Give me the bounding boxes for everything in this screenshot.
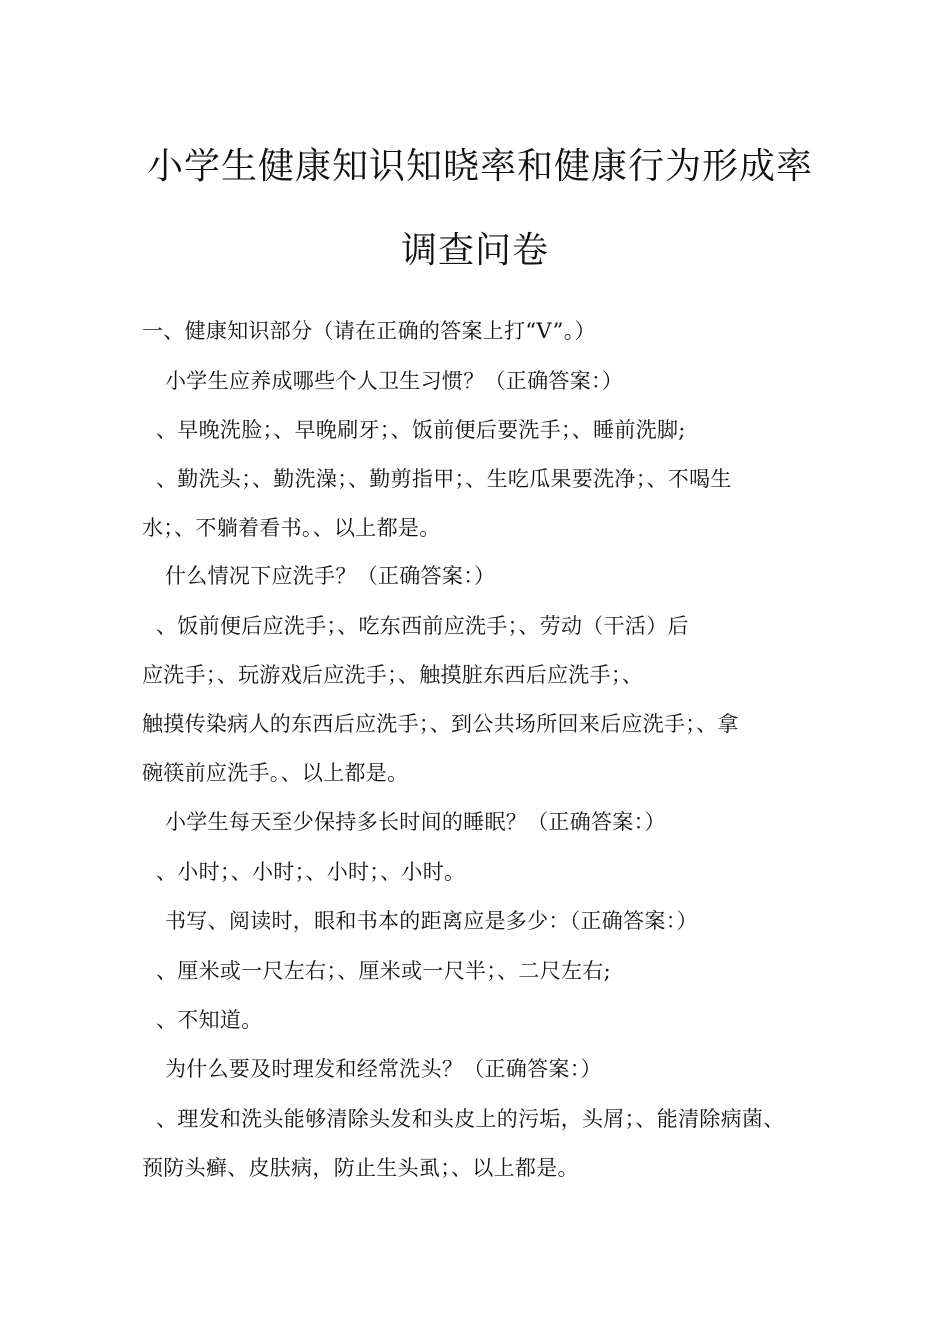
answer-line: 触摸传染病人的东西后应洗手；、到公共场所回来后应洗手；、拿 (142, 712, 739, 736)
answer-line: 、厘米或一尺左右；、厘米或一尺半；、二尺左右; (156, 959, 611, 983)
answer-line: 、理发和洗头能够清除头发和头皮上的污垢，头屑；、能清除病菌、 (156, 1107, 785, 1131)
answer-line: 、饭前便后应洗手；、吃东西前应洗手；、劳动（干活）后 (156, 614, 689, 638)
answer-line: 碗筷前应洗手。、以上都是。 (142, 761, 409, 785)
answer-line: 、勤洗头；、勤洗澡；、勤剪指甲；、生吃瓜果要洗净；、不喝生 (156, 467, 732, 491)
document-title-line-2: 调查问卷 (400, 230, 549, 271)
answer-line: 水；、不躺着看书。、以上都是。 (142, 516, 441, 540)
question-1: 小学生应养成哪些个人卫生习惯？（正确答案：） (165, 369, 624, 393)
question-5: 为什么要及时理发和经常洗头？（正确答案：） (165, 1057, 602, 1081)
answer-line: 、小时；、小时；、小时；、小时。 (156, 860, 466, 884)
answer-line: 、早晚洗脸；、早晚刷牙；、饭前便后要洗手；、睡前洗脚; (156, 418, 686, 442)
answer-line: 、不知道。 (156, 1008, 263, 1032)
question-3: 小学生每天至少保持多长时间的睡眠？（正确答案：） (165, 810, 666, 834)
answer-line: 预防头癣、皮肤病，防止生头虱；、以上都是。 (142, 1156, 579, 1180)
question-2: 什么情况下应洗手？（正确答案：） (165, 564, 496, 588)
answer-line: 应洗手；、玩游戏后应洗手；、触摸脏东西后应洗手；、 (142, 663, 643, 687)
section-heading: 一、健康知识部分（请在正确的答案上打“V”。） (142, 319, 596, 343)
document-title-line-1: 小学生健康知识知晓率和健康行为形成率 (146, 146, 813, 187)
question-4: 书写、阅读时，眼和书本的距离应是多少：（正确答案：） (165, 909, 698, 933)
